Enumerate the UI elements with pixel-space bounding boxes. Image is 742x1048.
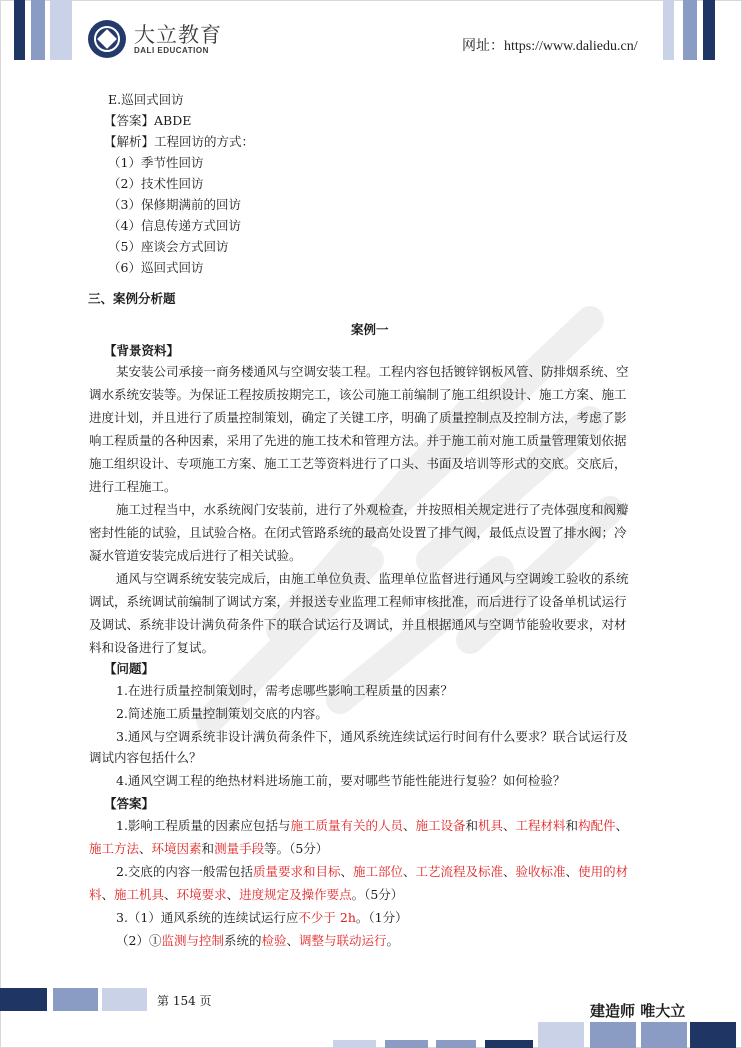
- answer-keyword: 环境要求: [176, 887, 227, 902]
- paragraph-line: 及调试、系统非设计满负荷条件下的联合试运行及调试，并且根据通风与空调节能验收要求，对材: [89, 617, 627, 632]
- answer-keyword: 工程材料: [515, 818, 566, 833]
- answer-keyword: 调整与联动运行: [299, 933, 387, 948]
- answer-keyword: 施工质量有关的人员: [290, 818, 403, 833]
- paragraph-line: 响工程质量的各种因素，采用了先进的施工技术和管理方法。并于施工前对施工质量管理策划依据: [89, 433, 627, 448]
- list-item: （6）巡回式回访: [108, 260, 204, 275]
- question-item: 调试内容包括什么？: [89, 750, 202, 765]
- list-item: （4）信息传递方式回访: [108, 218, 241, 233]
- answer-text: 等。（5分）: [264, 841, 329, 856]
- footer-block: [690, 1022, 736, 1048]
- answer-text: 和: [565, 818, 579, 833]
- answer-keyword: 工艺流程及标准: [415, 864, 504, 879]
- footer-bar-dark: [0, 988, 47, 1011]
- answer-text: 、: [340, 864, 353, 879]
- paragraph-line: 料和设备进行了复试。: [89, 640, 215, 655]
- answer-text: 、: [402, 818, 416, 833]
- page-number: 第 154 页: [157, 994, 212, 1008]
- header-bar-light: [50, 0, 72, 60]
- answer-keyword: 料: [89, 887, 102, 902]
- question-item: 1.在进行质量控制策划时，需考虑哪些影响工程质量的因素？: [116, 683, 453, 698]
- answer-text: 、: [615, 818, 629, 833]
- answer-text: 、: [164, 887, 177, 902]
- header-bar-dark-right: [703, 0, 715, 60]
- list-item: （5）座谈会方式回访: [108, 239, 229, 254]
- answer-keyword: 质量要求和目标: [252, 864, 341, 879]
- list-item: （3）保修期满前的回访: [108, 197, 241, 212]
- answer-keyword: 进度规定及操作要点: [239, 887, 352, 902]
- paragraph-line: 密封性能的试验，且试验合格。在闭式管路系统的最高处设置了排气阀，最低点设置了排水阀；冷: [89, 525, 627, 540]
- answer-keyword: 施工部位: [352, 864, 403, 879]
- footer-block: [641, 1022, 687, 1048]
- section-heading: 三、案例分析题: [88, 291, 176, 306]
- answer-keyword: 测量手段: [214, 841, 265, 856]
- answer-text: 。: [386, 933, 400, 948]
- answer-text: 2.交底的内容一般需包括: [116, 864, 253, 879]
- paragraph-line: 调水系统安装等。为保证工程按质按期完工，该公司施工前编制了施工组织设计、施工方案、施工: [89, 387, 627, 402]
- answer-text: 、: [565, 864, 579, 879]
- answer-text: （2）①: [116, 933, 162, 948]
- header-bar-dark: [14, 0, 25, 60]
- brand-logo: [88, 20, 222, 58]
- answer-text: 、: [226, 887, 240, 902]
- answer-keyword: 不少于 2h: [298, 910, 356, 925]
- answer-line: [116, 818, 628, 834]
- answer-text: 3.（1）通风系统的连续试运行应: [116, 910, 299, 925]
- answer-keyword: 环境因素: [151, 841, 202, 856]
- brand-name-cn: 大立教育: [134, 22, 222, 47]
- answer-keyword: 监测与控制: [161, 933, 224, 948]
- answer-text: 、: [402, 864, 416, 879]
- paragraph-line: 进度计划，并且进行了质量控制策划，确定了关键工序，明确了质量控制点及控制方法，考虑了影: [89, 410, 627, 425]
- answer-text: 1.影响工程质量的因素应包括与: [116, 818, 291, 833]
- answer-text: 、: [503, 864, 516, 879]
- answer-keyword: 构配件: [578, 818, 616, 833]
- footer-slogan: 建造师 唯大立: [590, 1002, 686, 1020]
- answer-keyword: 机具: [478, 818, 504, 833]
- background-label: 【背景资料】: [104, 343, 180, 358]
- answer-line: [116, 864, 628, 880]
- footer-strip: [436, 1040, 476, 1048]
- question-item: 3.通风与空调系统非设计满负荷条件下，通风系统连续试运行时间有什么要求？联合试运行及: [116, 729, 628, 744]
- footer-block: [590, 1022, 636, 1048]
- answer-text: 、: [286, 933, 300, 948]
- answer-text: 和: [201, 841, 215, 856]
- answer-line: [89, 887, 403, 903]
- answer-keyword: 使用的材: [578, 864, 629, 879]
- answer-keyword: 施工设备: [415, 818, 466, 833]
- paragraph-line: 施工组织设计、专项施工方案、施工工艺等资料进行了口头、书面及培训等形式的交底。交底后，: [89, 456, 627, 471]
- paragraph-line: 通风与空调系统安装完成后，由施工单位负责、监理单位监督进行通风与空调竣工验收的系统: [116, 571, 629, 586]
- answer-keyword: 施工机具: [114, 887, 165, 902]
- footer-bar-mid: [53, 988, 98, 1011]
- answer-text: 、: [101, 887, 115, 902]
- question-label: 【问题】: [104, 661, 155, 676]
- answer-line: [116, 910, 408, 926]
- list-item: （1）季节性回访: [108, 155, 204, 170]
- answer-label: 【答案】: [104, 796, 155, 811]
- answer-text: 。（5分）: [351, 887, 404, 902]
- case-title: 案例一: [351, 322, 389, 337]
- paragraph-line: 某安装公司承接一商务楼通风与空调安装工程。工程内容包括镀锌钢板风管、防排烟系统、空: [116, 364, 629, 379]
- answer-text: 系统的: [223, 933, 262, 948]
- logo-emblem-icon: [88, 20, 126, 58]
- header-bar-light-right: [663, 0, 674, 60]
- answer-keyword: 检验: [261, 933, 287, 948]
- prev-answer: 【答案】ABDE: [104, 113, 192, 128]
- footer-bar-light: [102, 988, 147, 1011]
- question-item: 2.简述施工质量控制策划交底的内容。: [116, 706, 328, 721]
- website-url: 网址：https://www.daliedu.cn/: [462, 39, 638, 54]
- footer-strip: [385, 1040, 428, 1048]
- list-item: （2）技术性回访: [108, 176, 204, 191]
- paragraph-line: 凝水管道安装完成后进行了相关试验。: [89, 548, 302, 563]
- footer-strip: [333, 1040, 376, 1048]
- answer-text: 、: [503, 818, 516, 833]
- answer-line: [89, 841, 328, 857]
- paragraph-line: 调试，系统调试前编制了调试方案，并报送专业监理工程师审核批准，而后进行了设备单机试运行: [89, 594, 627, 609]
- prev-analysis: 【解析】工程回访的方式：: [104, 134, 255, 149]
- answer-keyword: 施工方法: [89, 841, 140, 856]
- question-item: 4.通风空调工程的绝热材料进场施工前，要对哪些节能性能进行复验？如何检验？: [116, 773, 566, 788]
- footer-block: [538, 1022, 584, 1048]
- footer-strip: [485, 1040, 533, 1048]
- header-bar-mid: [31, 0, 45, 60]
- answer-keyword: 验收标准: [515, 864, 566, 879]
- answer-line: [116, 933, 399, 949]
- paragraph-line: 进行工程施工。: [89, 479, 177, 494]
- option-e: E.巡回式回访: [108, 92, 184, 107]
- answer-text: 。（1分）: [355, 910, 408, 925]
- header-bar-mid-right: [683, 0, 697, 60]
- answer-text: 和: [465, 818, 478, 833]
- answer-text: 、: [139, 841, 152, 856]
- paragraph-line: 施工过程当中，水系统阀门安装前，进行了外观检查，并按照相关规定进行了壳体强度和阀瓣: [116, 502, 629, 517]
- brand-name-en: DALI EDUCATION: [134, 45, 209, 55]
